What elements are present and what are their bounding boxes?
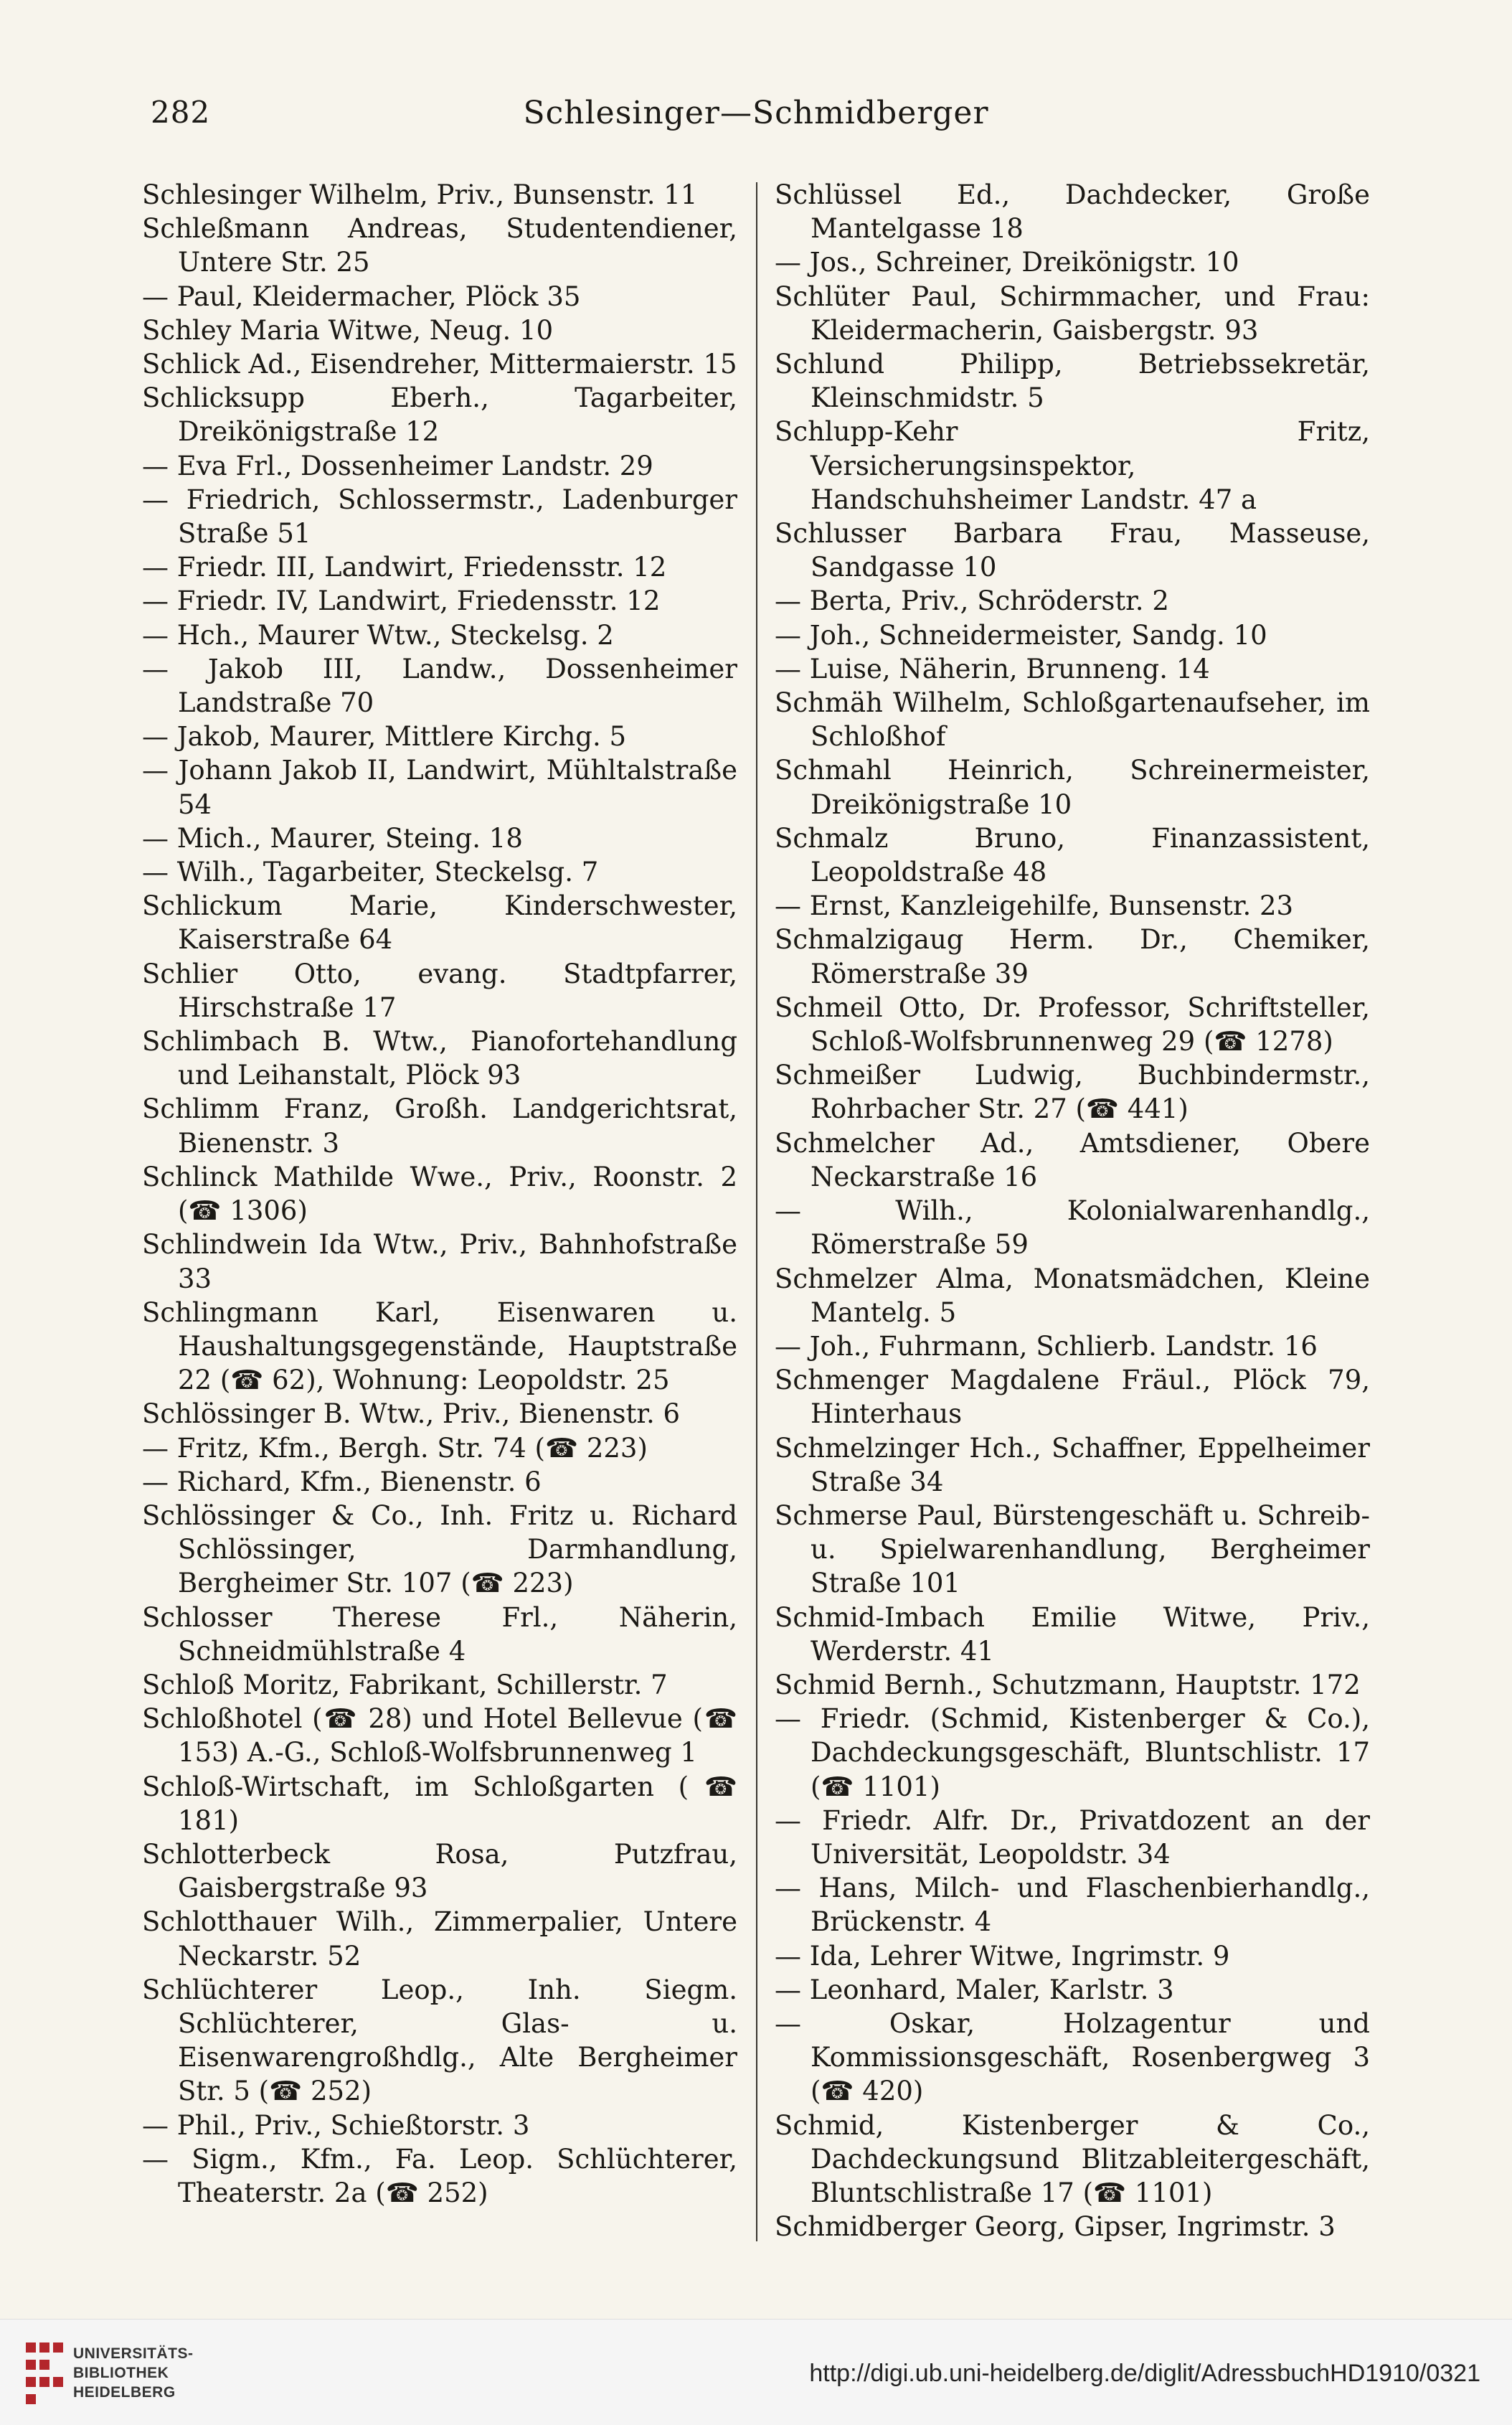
directory-entry: — Johann Jakob II, Landwirt, Mühltalstraße 54 [142,755,737,820]
directory-entry: Schlingmann Karl, Eisenwaren u. Haushaltungsgegenstände, Hauptstraße 22 (☎ 62), Wohnung: Leopoldstr. 25 [142,1296,737,1396]
running-title: Schlesinger—Schmidberger [523,95,989,131]
directory-entry: — Oskar, Holzagentur und Kommissionsgeschäft, Rosenbergweg 3 (☎ 420) [775,2007,1370,2107]
directory-entry: Schmalz Bruno, Finanzassistent, Leopoldstraße 48 [775,822,1370,888]
logo-line: UNIVERSITÄTS- [73,2345,194,2362]
directory-entry: Schmerse Paul, Bürstengeschäft u. Schreib- u. Spielwarenhandlung, Bergheimer Straße 101 [775,1499,1370,1599]
page-number: 282 [151,95,211,130]
directory-entry: Schlimm Franz, Großh. Landgerichtsrat, Bienenstr. 3 [142,1093,737,1159]
directory-entry: Schmidberger Georg, Gipser, Ingrimstr. 3 [775,2211,1336,2243]
directory-entry: Schloßhotel (☎ 28) und Hotel Bellevue (☎ 153) A.-G., Schloß-Wolfsbrunnenweg 1 [142,1703,737,1769]
library-logo[interactable] [26,2340,194,2408]
directory-entry: Schlössinger B. Wtw., Priv., Bienenstr. 6 [142,1398,681,1430]
directory-entry: — Friedr. IV, Landwirt, Friedensstr. 12 [142,585,661,617]
directory-entry: — Friedrich, Schlossermstr., Ladenburger Straße 51 [142,484,737,550]
directory-entry: — Paul, Kleidermacher, Plöck 35 [142,281,581,312]
directory-entry: — Hch., Maurer Wtw., Steckelsg. 2 [142,619,614,651]
directory-entry: Schlotthauer Wilh., Zimmerpalier, Untere Neckarstr. 52 [142,1906,737,1972]
directory-entry: Schlusser Barbara Frau, Masseuse, Sandgasse 10 [775,518,1370,583]
directory-entry: Schmeißer Ludwig, Buchbindermstr., Rohrbacher Str. 27 (☎ 441) [775,1060,1370,1125]
logo-line: BIBLIOTHEK [73,2365,169,2381]
directory-entry: Schmid, Kistenberger & Co., Dachdeckungsund Blitzableitergeschäft, Bluntschlistraße 17 (☎ 1101) [775,2109,1370,2208]
directory-entry: Schlotterbeck Rosa, Putzfrau, Gaisbergstraße 93 [142,1838,737,1904]
directory-entry: — Eva Frl., Dossenheimer Landstr. 29 [142,450,653,481]
directory-entry: Schlick Ad., Eisendreher, Mittermaierstr. 15 [142,349,737,380]
directory-entry: — Ida, Lehrer Witwe, Ingrimstr. 9 [775,1940,1230,1972]
page-header [143,95,1369,145]
directory-entry: — Berta, Priv., Schröderstr. 2 [775,585,1169,617]
directory-entry: Schmelzinger Hch., Schaffner, Eppelheimer Straße 34 [775,1432,1370,1497]
directory-entry: Schlier Otto, evang. Stadtpfarrer, Hirschstraße 17 [142,958,737,1023]
column-divider [756,182,757,2241]
directory-entry: Schmalzigaug Herm. Dr., Chemiker, Römerstraße 39 [775,924,1370,989]
directory-entry: Schlüter Paul, Schirmmacher, und Frau: Kleidermacherin, Gaisbergstr. 93 [775,281,1370,346]
directory-entry: Schmelzer Alma, Monatsmädchen, Kleine Mantelg. 5 [775,1263,1370,1328]
permalink-url[interactable]: http://digi.ub.uni-heidelberg.de/diglit/AdressbuchHD1910/0321 [809,2360,1480,2387]
directory-entry: Schlosser Therese Frl., Näherin, Schneidmühlstraße 4 [142,1601,737,1667]
logo-line: HEIDELBERG [73,2384,176,2401]
directory-entry: Schmeil Otto, Dr. Professor, Schriftsteller, Schloß-Wolfsbrunnenweg 29 (☎ 1278) [775,992,1370,1058]
directory-entry: — Fritz, Kfm., Bergh. Str. 74 (☎ 223) [142,1432,648,1464]
directory-entry: Schlund Philipp, Betriebssekretär, Kleinschmidstr. 5 [775,349,1370,414]
directory-entry: Schmenger Magdalene Fräul., Plöck 79, Hinterhaus [775,1365,1370,1430]
directory-entry: Schmid-Imbach Emilie Witwe, Priv., Werderstr. 41 [775,1601,1370,1667]
directory-entry: Schlüssel Ed., Dachdecker, Große Mantelgasse 18 [775,179,1370,245]
directory-entry: — Jakob, Maurer, Mittlere Kirchg. 5 [142,721,627,753]
directory-entry: — Ernst, Kanzleigehilfe, Bunsenstr. 23 [775,890,1294,922]
directory-entry: Schlickum Marie, Kinderschwester, Kaiserstraße 64 [142,890,737,956]
directory-columns [142,178,1376,2273]
directory-entry: — Sigm., Kfm., Fa. Leop. Schlüchterer, Theaterstr. 2a (☎ 252) [142,2143,737,2208]
library-logo-icon [26,2342,63,2404]
directory-entry: Schleßmann Andreas, Studentendiener, Untere Str. 25 [142,213,737,278]
directory-entry: — Friedr. III, Landwirt, Friedensstr. 12 [142,552,667,583]
directory-entry: — Leonhard, Maler, Karlstr. 3 [775,1974,1174,2005]
directory-entry: — Joh., Schneidermeister, Sandg. 10 [775,619,1267,651]
directory-entry: — Joh., Fuhrmann, Schlierb. Landstr. 16 [775,1330,1318,1362]
directory-entry: — Phil., Priv., Schießtorstr. 3 [142,2109,530,2141]
directory-entry: Schmelcher Ad., Amtsdiener, Obere Neckarstraße 16 [775,1127,1370,1192]
directory-entry: Schlössinger & Co., Inh. Fritz u. Richard Schlössinger, Darmhandlung, Bergheimer Str. 107 (☎ 223) [142,1499,737,1599]
left-column [142,178,737,2210]
directory-entry: — Mich., Maurer, Steing. 18 [142,822,523,854]
directory-entry: Schlesinger Wilhelm, Priv., Bunsenstr. 11 [142,179,698,210]
directory-entry: — Hans, Milch- und Flaschenbierhandlg., Brückenstr. 4 [775,1873,1370,1938]
directory-entry: Schlicksupp Eberh., Tagarbeiter, Dreikönigstraße 12 [142,382,737,448]
directory-entry: — Friedr. (Schmid, Kistenberger & Co.), Dachdeckungsgeschäft, Bluntschlistr. 17 (☎ 1101) [775,1703,1370,1802]
directory-entry: — Luise, Näherin, Brunneng. 14 [775,653,1210,684]
directory-entry: Schlindwein Ida Wtw., Priv., Bahnhofstraße 33 [142,1229,737,1294]
directory-entry: Schloß Moritz, Fabrikant, Schillerstr. 7 [142,1669,668,1700]
directory-entry: — Jos., Schreiner, Dreikönigstr. 10 [775,247,1239,278]
directory-entry: Schlüchterer Leop., Inh. Siegm. Schlüchterer, Glas- u. Eisenwarengroßhdlg., Alte Bergheimer Str. 5 (☎ 252) [142,1974,737,2107]
directory-entry: — Friedr. Alfr. Dr., Privatdozent an der Universität, Leopoldstr. 34 [775,1804,1370,1870]
directory-entry: — Richard, Kfm., Bienenstr. 6 [142,1466,542,1497]
directory-entry: — Jakob III, Landw., Dossenheimer Landstraße 70 [142,653,737,719]
directory-entry: Schmid Bernh., Schutzmann, Hauptstr. 172 [775,1669,1361,1700]
directory-entry: — Wilh., Kolonialwarenhandlg., Römerstraße 59 [775,1195,1370,1261]
viewer-footer [0,2319,1512,2425]
directory-entry: Schmahl Heinrich, Schreinermeister, Dreikönigstraße 10 [775,755,1370,820]
directory-entry: Schlimbach B. Wtw., Pianofortehandlung und Leihanstalt, Plöck 93 [142,1026,737,1091]
right-column [775,178,1370,2243]
directory-entry: — Wilh., Tagarbeiter, Steckelsg. 7 [142,857,599,888]
directory-entry: Schmäh Wilhelm, Schloßgartenaufseher, im Schloßhof [775,687,1370,753]
directory-entry: Schlinck Mathilde Wwe., Priv., Roonstr. 2 (☎ 1306) [142,1161,737,1227]
directory-entry: Schloß-Wirtschaft, im Schloßgarten (☎ 181) [142,1771,737,1836]
library-logo-text [73,2344,194,2402]
directory-entry: Schley Maria Witwe, Neug. 10 [142,314,554,346]
directory-entry: Schlupp-Kehr Fritz, Versicherungsinspektor, Handschuhsheimer Landstr. 47 a [775,416,1370,515]
